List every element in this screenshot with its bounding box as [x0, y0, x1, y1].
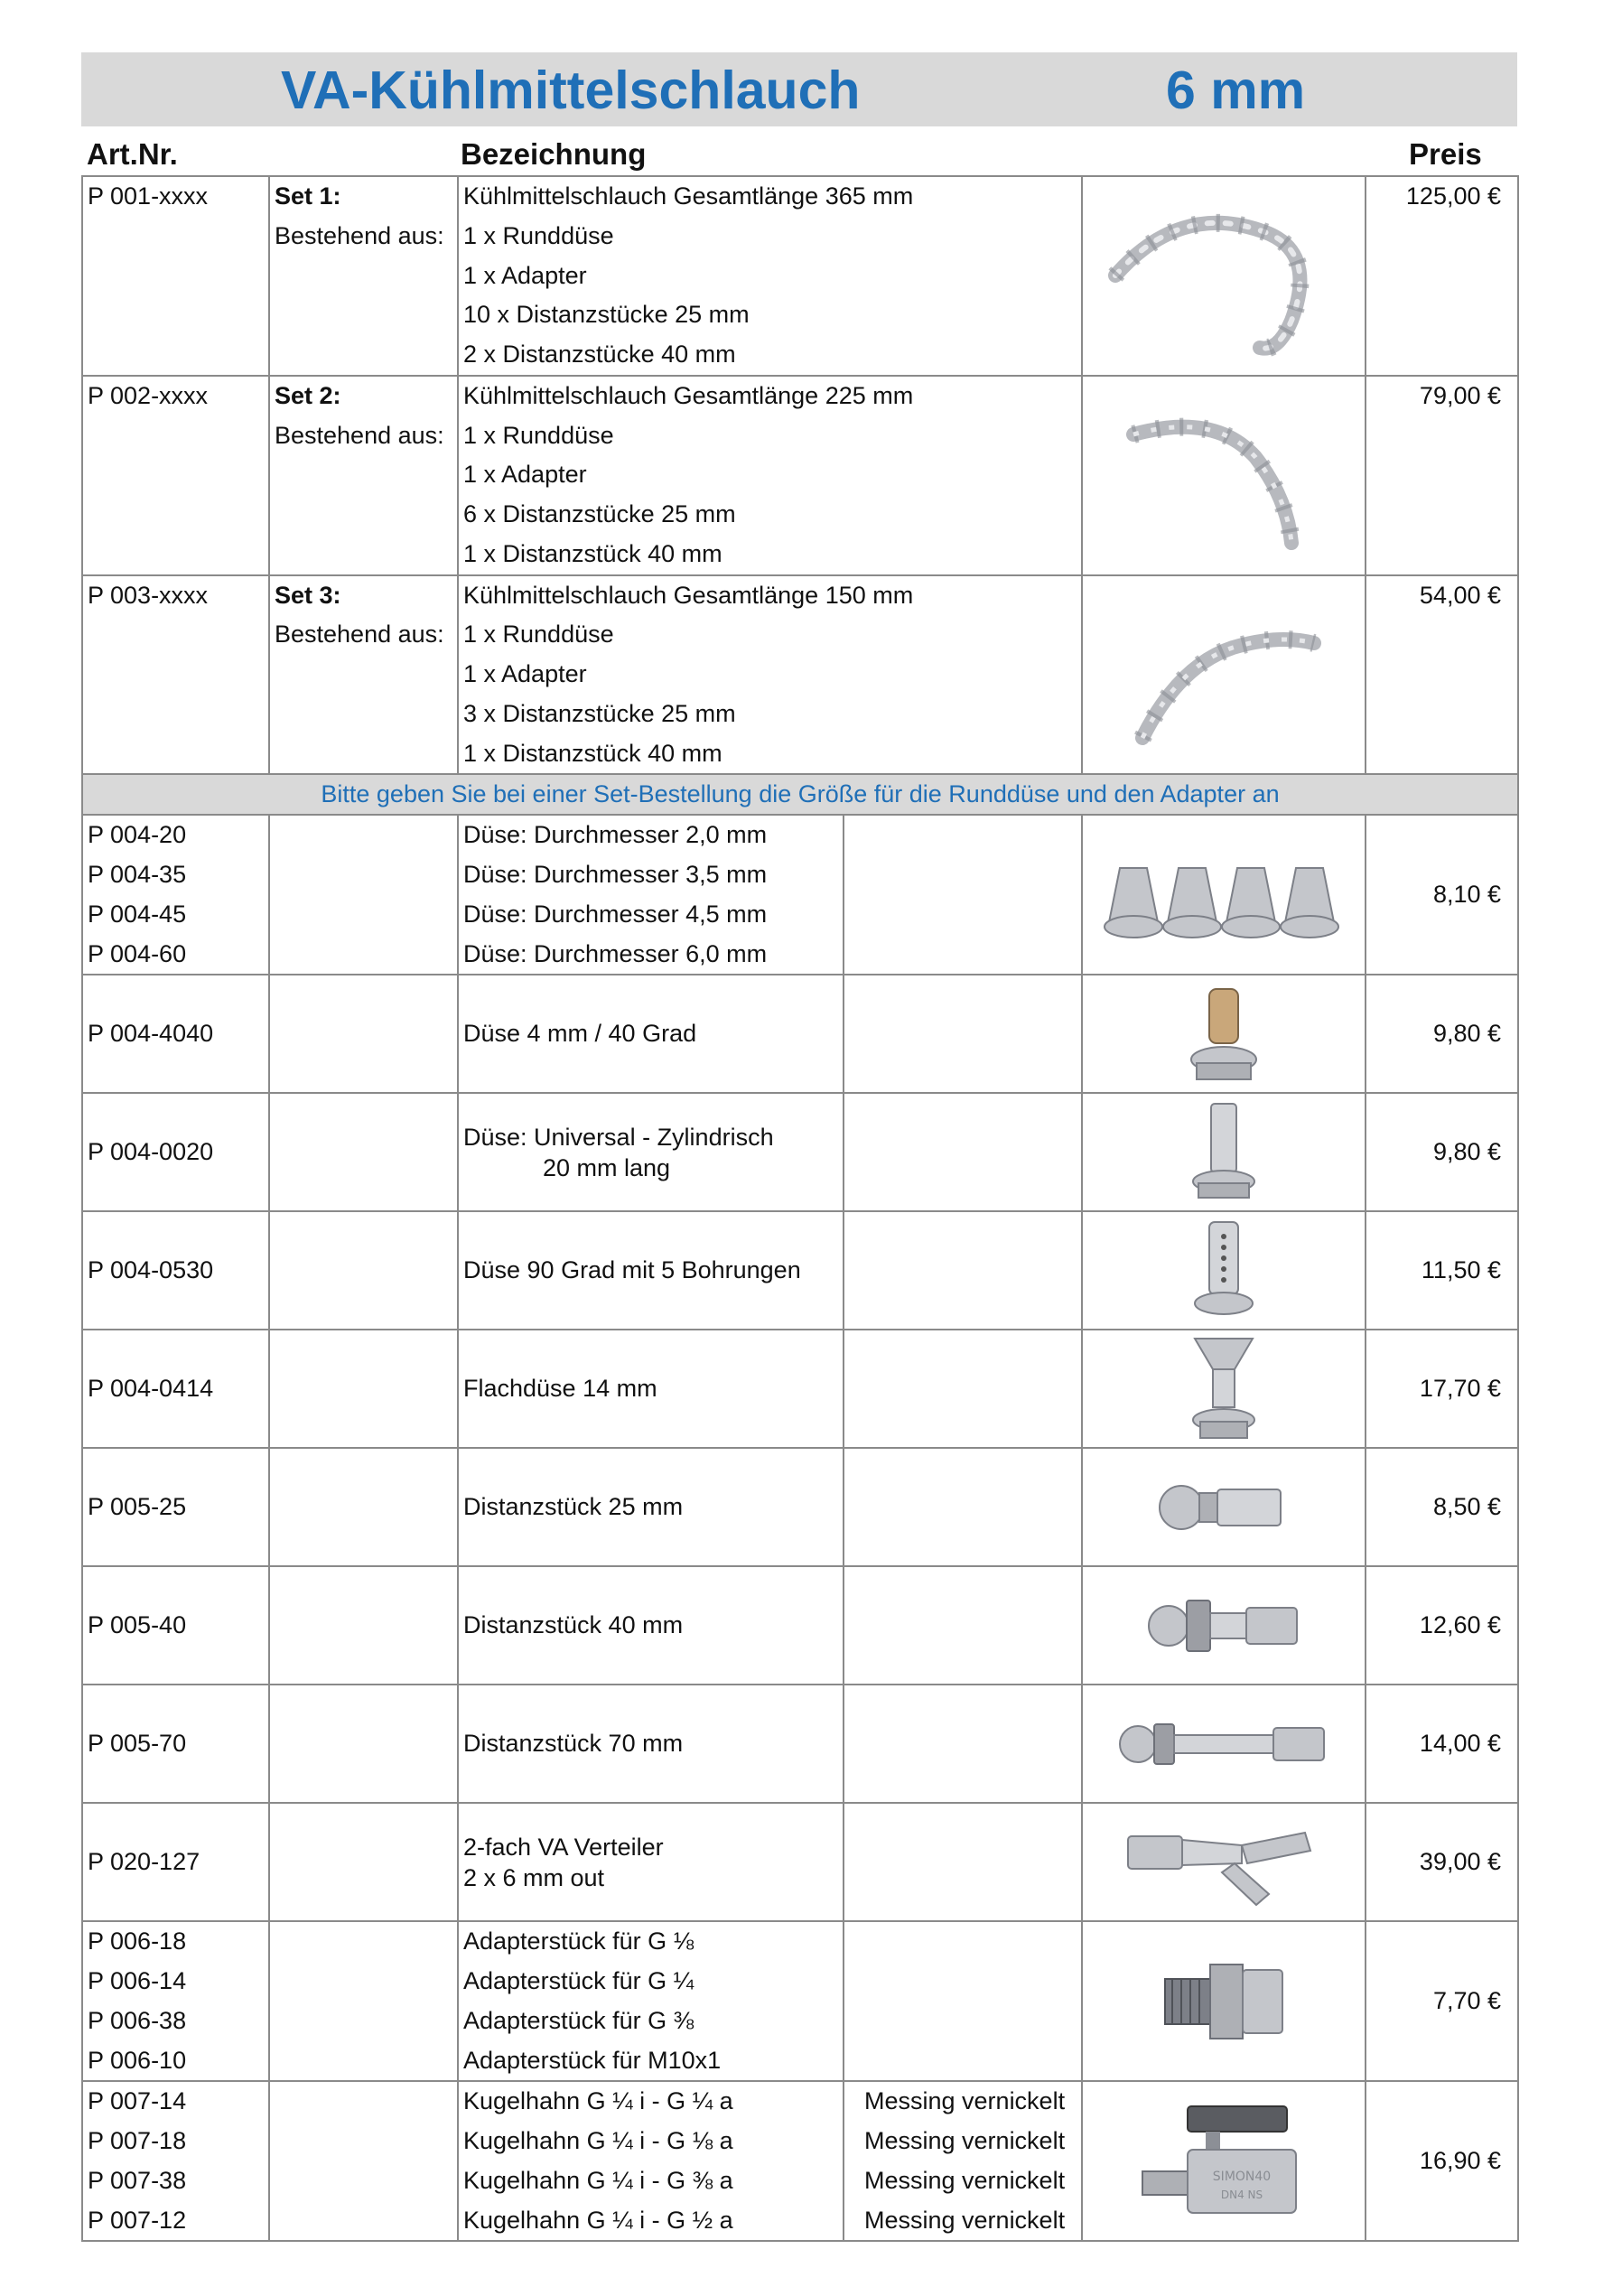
name-cell: Düse 90 Grad mit 5 Bohrungen [458, 1211, 844, 1330]
empty-cell [269, 2081, 458, 2241]
price-cell: 125,00 € [1366, 176, 1518, 376]
empty-cell [844, 975, 1082, 1093]
empty-cell [844, 1211, 1082, 1330]
svg-text:SIMON40: SIMON40 [1212, 2169, 1272, 2184]
set-label-cell: Set 1: Bestehend aus: [269, 176, 458, 376]
set-label-cell: Set 3: Bestehend aus: [269, 575, 458, 775]
artnr-cell: P 003-xxxx [82, 575, 269, 775]
product-image-cell [1082, 1211, 1366, 1330]
table-row [82, 815, 1518, 975]
table-row [82, 1448, 1518, 1566]
artnr-cell: P 001-xxxx [82, 176, 269, 376]
flat-nozzle-image [1170, 1333, 1278, 1445]
page-title-size: 6 mm [1166, 61, 1306, 120]
distributor-image [1115, 1813, 1332, 1912]
product-table [81, 175, 1519, 2242]
table-row [82, 1921, 1518, 2081]
empty-cell [844, 1566, 1082, 1685]
artnr-cell: P 005-70 [82, 1685, 269, 1803]
table-row [82, 1803, 1518, 1921]
artnr-cell: P 004-20 P 004-35 P 004-45 P 004-60 [82, 815, 269, 975]
name-cell: Düse: Universal - Zylindrisch 20 mm lang [458, 1093, 844, 1211]
empty-cell [269, 1448, 458, 1566]
price-cell: 39,00 € [1366, 1803, 1518, 1921]
cylindrical-nozzle-image [1170, 1098, 1278, 1207]
price-cell: 11,50 € [1366, 1211, 1518, 1330]
coolant-hose-image [1097, 385, 1350, 565]
artnr-cell: P 004-0530 [82, 1211, 269, 1330]
table-row [82, 2081, 1518, 2241]
artnr-cell: P 004-4040 [82, 975, 269, 1093]
coolant-hose-image [1097, 584, 1350, 765]
table-row [82, 376, 1518, 575]
empty-cell [844, 1093, 1082, 1211]
table-row [82, 1566, 1518, 1685]
price-cell: 9,80 € [1366, 975, 1518, 1093]
product-image-cell [1082, 975, 1366, 1093]
name-cell: Adapterstück für G ⅛ Adapterstück für G ¼ Adapterstück für G ⅜ Adapterstück für M10x1 [458, 1921, 844, 2081]
product-image-cell [1082, 1330, 1366, 1448]
artnr-cell: P 005-40 [82, 1566, 269, 1685]
product-image-cell [1082, 815, 1366, 975]
price-list-page [81, 52, 1517, 2242]
price-cell: 54,00 € [1366, 575, 1518, 775]
product-image-cell [1082, 376, 1366, 575]
price-cell: 17,70 € [1366, 1330, 1518, 1448]
name-cell: Kugelhahn G ¼ i - G ¼ a Kugelhahn G ¼ i - G ⅛ a Kugelhahn G ¼ i - G ⅜ a Kugelhahn G ¼ i - G ½ a [458, 2081, 844, 2241]
empty-cell [844, 815, 1082, 975]
product-image-cell [1082, 1921, 1366, 2081]
price-cell: 79,00 € [1366, 376, 1518, 575]
column-header-preis: Preis [1409, 137, 1482, 171]
product-image-cell [1082, 1803, 1366, 1921]
empty-cell [269, 975, 458, 1093]
notice-row [82, 774, 1518, 815]
product-image-cell [1082, 575, 1366, 775]
product-image-cell [1082, 176, 1366, 376]
price-cell: 8,50 € [1366, 1448, 1518, 1566]
set-contents-cell: Kühlmittelschlauch Gesamtlänge 365 mm 1 x Runddüse 1 x Adapter 10 x Distanzstücke 25 mm 2 x Distanzstücke 40 mm [458, 176, 1082, 376]
empty-cell [844, 1685, 1082, 1803]
price-cell: 7,70 € [1366, 1921, 1518, 2081]
table-row [82, 1685, 1518, 1803]
set-contents-cell: Kühlmittelschlauch Gesamtlänge 150 mm 1 x Runddüse 1 x Adapter 3 x Distanzstücke 25 mm 1 x Distanzstück 40 mm [458, 575, 1082, 775]
price-cell: 16,90 € [1366, 2081, 1518, 2241]
empty-cell [269, 1566, 458, 1685]
artnr-cell: P 004-0020 [82, 1093, 269, 1211]
svg-text:DN4 NS: DN4 NS [1220, 2188, 1263, 2201]
empty-cell [844, 1448, 1082, 1566]
spacer-40-image [1138, 1581, 1310, 1671]
price-cell: 14,00 € [1366, 1685, 1518, 1803]
table-row [82, 1211, 1518, 1330]
table-row [82, 176, 1518, 376]
nozzles-image [1093, 832, 1355, 958]
adapter-image [1156, 1943, 1291, 2060]
page-title: VA-Kühlmittelschlauch [281, 61, 861, 120]
artnr-cell: P 007-14 P 007-18 P 007-38 P 007-12 [82, 2081, 269, 2241]
empty-cell [844, 1803, 1082, 1921]
column-headers [81, 126, 1517, 175]
empty-cell [269, 1211, 458, 1330]
name-cell: Distanzstück 70 mm [458, 1685, 844, 1803]
name-cell: Düse: Durchmesser 2,0 mm Düse: Durchmesser 3,5 mm Düse: Durchmesser 4,5 mm Düse: Durchmesser 6,0 mm [458, 815, 844, 975]
artnr-cell: P 020-127 [82, 1803, 269, 1921]
empty-cell [269, 815, 458, 975]
column-header-bezeichnung: Bezeichnung [461, 137, 647, 171]
empty-cell [269, 1330, 458, 1448]
name-cell: Distanzstück 40 mm [458, 1566, 844, 1685]
name-cell: 2-fach VA Verteiler 2 x 6 mm out [458, 1803, 844, 1921]
name-cell: Distanzstück 25 mm [458, 1448, 844, 1566]
coolant-hose-image [1097, 185, 1350, 366]
empty-cell [844, 1921, 1082, 2081]
empty-cell [269, 1921, 458, 2081]
ball-valve-image [1133, 2094, 1314, 2229]
artnr-cell: P 005-25 [82, 1448, 269, 1566]
empty-cell [269, 1685, 458, 1803]
price-cell: 9,80 € [1366, 1093, 1518, 1211]
nozzle-5-holes-image [1170, 1217, 1278, 1325]
product-image-cell [1082, 1685, 1366, 1803]
product-image-cell [1082, 1448, 1366, 1566]
artnr-cell: P 006-18 P 006-14 P 006-38 P 006-10 [82, 1921, 269, 2081]
artnr-cell: P 002-xxxx [82, 376, 269, 575]
name-cell: Düse 4 mm / 40 Grad [458, 975, 844, 1093]
price-cell: 8,10 € [1366, 815, 1518, 975]
set-label-cell: Set 2: Bestehend aus: [269, 376, 458, 575]
empty-cell [269, 1093, 458, 1211]
table-row [82, 975, 1518, 1093]
table-row [82, 575, 1518, 775]
empty-cell [269, 1803, 458, 1921]
material-cell: Messing vernickelt Messing vernickelt Messing vernickelt Messing vernickelt [844, 2081, 1082, 2241]
nozzle-40-degree-image [1170, 980, 1278, 1088]
column-header-artnr: Art.Nr. [87, 137, 178, 171]
product-image-cell [1082, 2081, 1366, 2241]
spacer-70-image [1111, 1699, 1337, 1789]
product-image-cell [1082, 1093, 1366, 1211]
empty-cell [844, 1330, 1082, 1448]
price-cell: 12,60 € [1366, 1566, 1518, 1685]
set-contents-cell: Kühlmittelschlauch Gesamtlänge 225 mm 1 x Runddüse 1 x Adapter 6 x Distanzstücke 25 mm 1 x Distanzstück 40 mm [458, 376, 1082, 575]
notice-text: Bitte geben Sie bei einer Set-Bestellung die Größe für die Runddüse und den Adapter an [82, 774, 1518, 815]
product-image-cell [1082, 1566, 1366, 1685]
spacer-25-image [1147, 1462, 1300, 1553]
artnr-cell: P 004-0414 [82, 1330, 269, 1448]
name-cell: Flachdüse 14 mm [458, 1330, 844, 1448]
table-row [82, 1093, 1518, 1211]
table-row [82, 1330, 1518, 1448]
title-bar [81, 52, 1517, 126]
